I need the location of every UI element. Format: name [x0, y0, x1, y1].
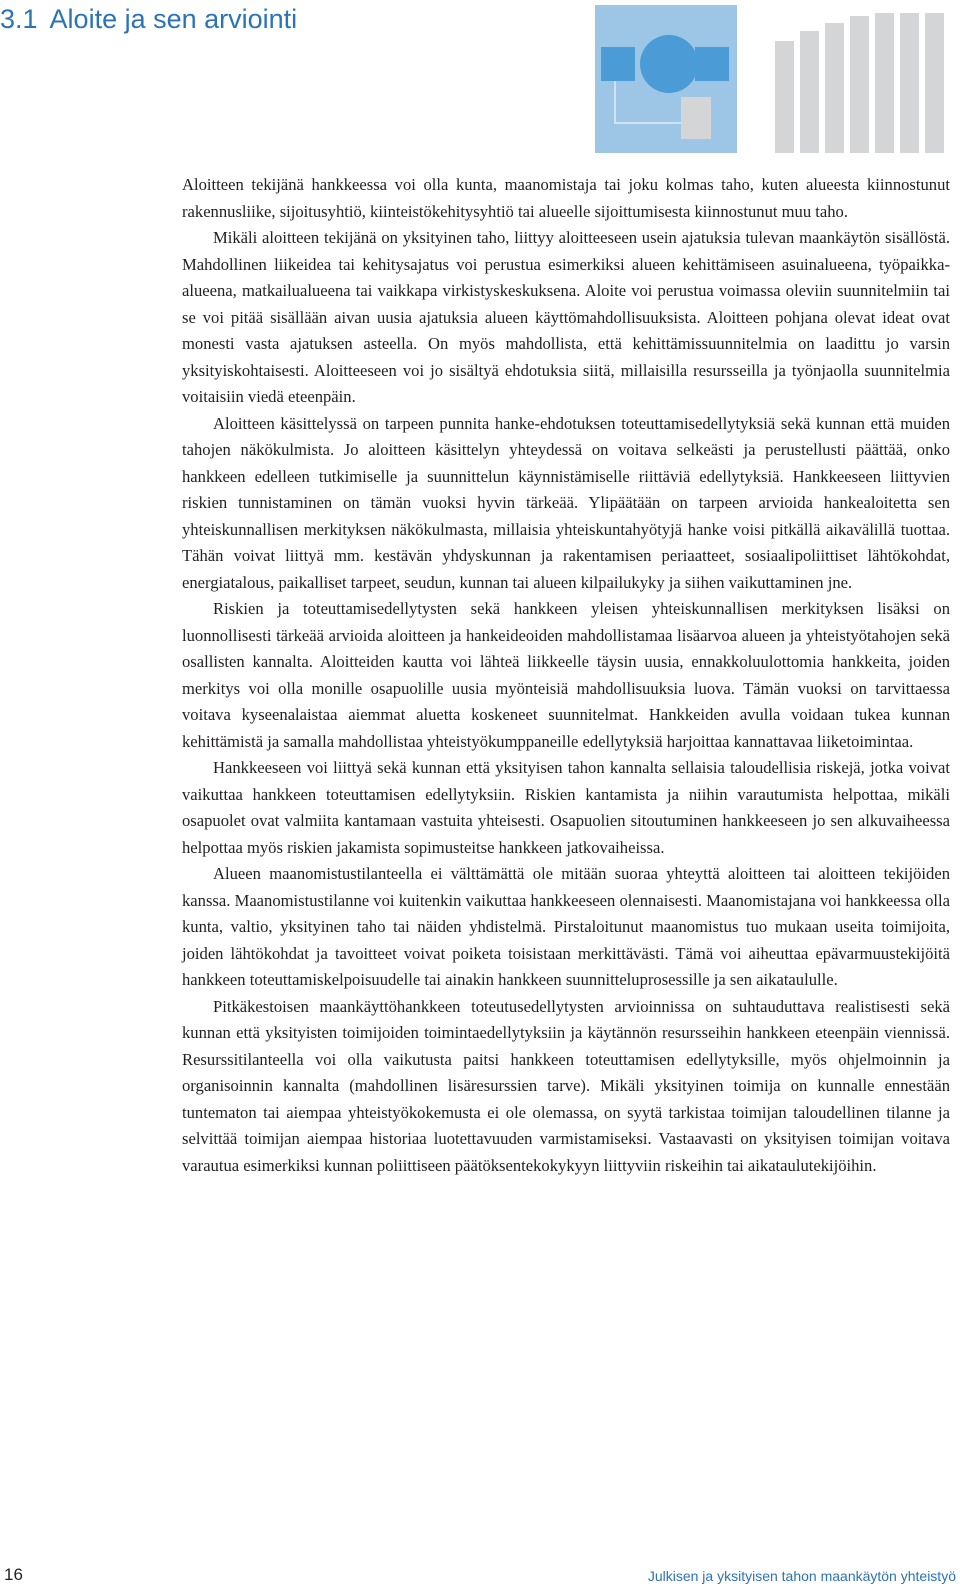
graphic-bar-7: [925, 13, 944, 153]
decorative-graphic: [595, 5, 960, 155]
section-title: Aloite ja sen arviointi: [49, 4, 298, 34]
graphic-bar-5: [875, 13, 894, 153]
paragraph-5: Hankkeeseen voi liittyä sekä kunnan että yksityisen tahon kannalta sellaisia taloudellisia riskejä, jotka voivat vaikuttaa hankkeen toteuttamisen edellytyksiin. Riskien kantamista ja niihin varautumista helpottaa, mikäli osapuolet ovat valmiita kantamaan vastuita yhteisesti. Osapuolien sitoutuminen hankkeeseen jo sen alkuvaiheessa helpottaa myös riskien jakamista sopimusteitse hankkeen jatkovaiheissa.: [182, 758, 950, 857]
running-footer-title: Julkisen ja yksityisen tahon maankäytön yhteistyö: [647, 1568, 956, 1584]
graphic-bar-3: [825, 23, 844, 153]
page-footer: [0, 1565, 960, 1589]
body-text: [182, 172, 950, 1179]
paragraph-4: Riskien ja toteuttamisedellytysten sekä hankkeen yleisen yhteiskunnallisen merkityksen lisäksi on luonnollisesti tärkeää arvioida aloitteen ja hankeideoiden mahdollistamaa lisäarvoa alueen ja yhteistyötahojen sekä osallisten kannalta. Aloitteiden kautta voi lähteä liikkeelle täysin uusia, ennakkoluulottomia hankkeita, joiden merkitys voi olla monille osapuolille uusia myönteisiä mahdollisuuksia luova. Tämän vuoksi on tarvittaessa voitava kyseenalaistaa aiemmat aluetta koskeneet suunnitelmat. Hankkeiden avulla voidaan tukea kunnan kehittämistä ja samalla mahdollistaa yhteistyökumppaneille edellytyksiä harjoittaa kannattavaa liiketoimintaa.: [182, 599, 950, 751]
section-heading: [0, 2, 297, 36]
graphic-lower-box: [681, 97, 711, 139]
paragraph-1: Aloitteen tekijänä hankkeessa voi olla kunta, maanomistaja tai joku kolmas taho, kuten alueesta kiinnostunut rakennusliike, sijoitusyhtiö, kiinteistökehitysyhtiö tai alueelle sijoittumisesta kiinnostunut muu taho.: [182, 175, 950, 221]
section-number: 3.1: [0, 4, 38, 34]
graphic-bar-2: [800, 31, 819, 153]
graphic-right-box: [695, 47, 729, 81]
paragraph-7: Pitkäkestoisen maankäyttöhankkeen toteutusedellytysten arvioinnissa on suhtauduttava realistisesti sekä kunnan että yksityisten toimijoiden toimintaedellytyksiin ja käytännön resursseihin hankkeen eteenpäin viennissä. Resurssitilanteella voi olla vaikutusta paitsi hankkeen toteuttamisen edellytyksille, myös ohjelmoinnin ja organisoinnin kannalta (mahdollinen lisäresurssien tarve). Mikäli yksityinen toimija on kunnalle ennestään tuntematon tai aiempaa yhteistyökokemusta ei ole olemassa, on syytä tarkistaa toimijan taloudellinen tilanne ja selvittää toimijan aiempaa historiaa luotettavuuden varmistamiseksi. Vastaavasti on yksityisen toimijan voitava varautua esimerkiksi kunnan poliittiseen päätöksentekokykyyn liittyviin riskeihin tai aikataulutekijöihin.: [182, 996, 950, 1175]
paragraph-3: Aloitteen käsittelyssä on tarpeen punnita hanke-ehdotuksen toteuttamisedellytyksiä sekä kunnan että muiden tahojen näkökulmista. Jo aloitteen käsittelyn yhteydessä on voitava selkeästi ja perustellusti päättää, onko hankkeen edelleen tutkimiselle ja suunnittelun käynnistämiselle riittäviä edellytyksiä. Hankkeeseen liittyvien riskien tunnistaminen on tämän vuoksi hyvin tärkeää. Ylipäätään on tarpeen arvioida hankealoitetta sen yhteiskunnallisen merkityksen näkökulmasta, millaisia yhteiskuntahyötyjä hanke voisi pitkällä aikavälillä tuottaa. Tähän voivat liittyä mm. kestävän yhdyskunnan ja rakentamisen periaatteet, sosiaalipoliittiset lähtökohdat, energiatalous, paikalliset tarpeet, seudun, kunnan tai alueen kilpailukyky ja siihen vaikuttaminen jne.: [182, 413, 950, 592]
graphic-bar-4: [850, 16, 869, 153]
paragraph-2: Mikäli aloitteen tekijänä on yksityinen taho, liittyy aloitteeseen usein ajatuksia tulevan maankäytön sisällöstä. Mahdollinen liikeidea tai kehitysajatus voi perustua esimerkiksi alueen kehittämiseen asuinalueena, työpaikka-alueena, matkailualueena tai vaikkapa virkistyskeskuksena. Aloite voi perustua voimassa oleviin suunnitelmiin tai se voi pitää sisällään aivan uusia ajatuksia alueen käyttömahdollisuuksista. Aloitteen pohjana olevat ideat ovat monesti vasta ajatuksen asteella. On myös mahdollista, että kehittämissuunnitelmia on laadittu jo varsin yksityiskohtaisesti. Aloitteeseen voi jo sisältyä ehdotuksia siitä, millaisilla resursseilla ja työnjaolla suunnitelmia voitaisiin viedä eteenpäin.: [182, 228, 950, 406]
graphic-center-circle: [640, 35, 698, 93]
paragraph-6: Alueen maanomistustilanteella ei välttämättä ole mitään suoraa yhteyttä aloitteen tai aloitteen tekijöiden kanssa. Maanomistustilanne voi kuitenkin vaikuttaa hankkeeseen olennaisesti. Maanomistajana voi hankkeessa olla kunta, valtio, yksityinen taho tai näiden yhdistelmä. Pirstaloitunut maanomistus tuo mukaan useita toimijoita, joiden lähtökohdat ja tavoitteet voivat poiketa toisistaan merkittävästi. Tämä voi aiheuttaa epävarmuustekijöitä hankkeen toteuttamiskelpoisuudelle tai ainakin hankkeen suunnitteluprosessille ja sen aikataululle.: [182, 864, 950, 989]
graphic-bar-6: [900, 13, 919, 153]
graphic-bar-1: [775, 41, 794, 153]
diagram-illustration: [595, 5, 960, 155]
graphic-left-box: [601, 47, 635, 81]
page-number: 16: [4, 1565, 23, 1584]
